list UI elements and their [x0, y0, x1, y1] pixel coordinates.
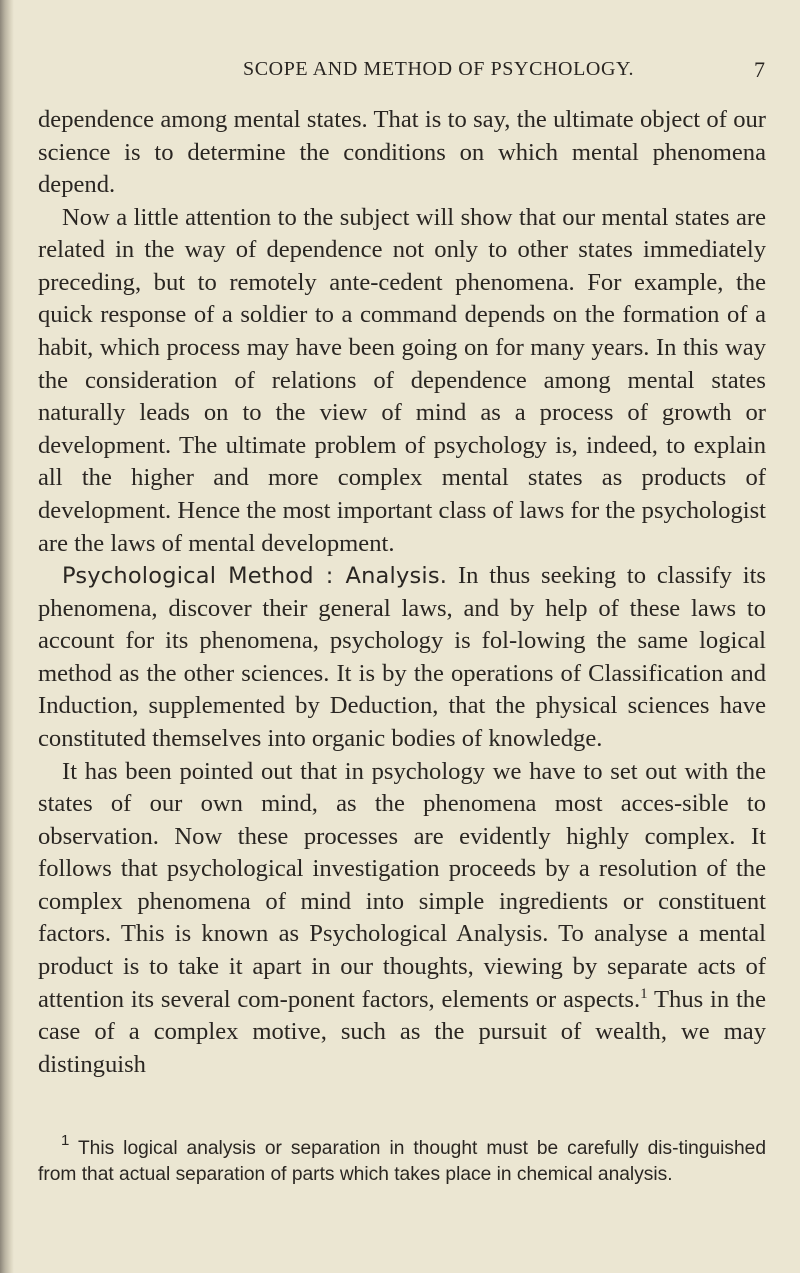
- paragraph-analysis-text: It has been pointed out that in psychology we have to set out with the states of our own mind, as the phenomena most acces-sible to observation. Now these processes are evidently highly complex. It follows that psychological investigation proceeds by a resolution of the complex phenomena of mind into simple ingredients or constituent factors. This is known as Psychological Analysis. To analyse a mental product is to take it apart in our thoughts, viewing by separate acts of attention its several com-ponent factors, elements or aspects.: [38, 757, 766, 1013]
- footnote-marker: 1: [61, 1132, 70, 1149]
- paragraph-mental-development: Now a little attention to the subject will show that our mental states are related in the way of dependence not only to other states immediately preceding, but to remotely ante-cedent phenomena. For example, the quick response of a soldier to a command depends on the formation of a habit, which process may have been going on for many years. In this way the consideration of relations of dependence among mental states naturally leads on to the view of mind as a process of growth or development. The ultimate problem of psychology is, indeed, to explain all the higher and more complex mental states as products of development. Hence the most important class of laws for the psychologist are the laws of mental development.: [38, 203, 766, 557]
- body-text: [38, 104, 766, 1081]
- paragraph-psychological-method: [38, 560, 766, 755]
- footnote: [38, 1132, 766, 1187]
- paragraph-analysis-continuation: Thus in the case of a complex motive, such as the pursuit of wealth, we may distinguish: [38, 985, 766, 1078]
- running-head: [0, 58, 800, 88]
- binding-edge: [0, 0, 14, 1273]
- footnote-reference: 1: [640, 985, 648, 1002]
- running-head-title: SCOPE AND METHOD OF PSYCHOLOGY.: [243, 58, 635, 80]
- footnote-text-block: [38, 1132, 766, 1187]
- paragraph-psychological-analysis: [38, 756, 766, 1082]
- paragraph-method-text: In thus seeking to classify its phenomena, discover their general laws, and by help of these laws to account for its phenomena, psychology is fol-lowing the same logical method as the other sciences. It is by the operations of Classification and Induction, supplemented by Deduction, that the physical sciences have constituted themselves into organic bodies of knowledge.: [38, 562, 767, 752]
- page-number: 7: [754, 57, 765, 82]
- section-heading-analysis: Psychological Method : Analysis.: [62, 563, 448, 590]
- paragraph-continuation: dependence among mental states. That is to say, the ultimate object of our science is to determine the conditions on which mental phenomena depend.: [38, 106, 766, 199]
- footnote-text: This logical analysis or separation in thought must be carefully dis-tinguished from that actual separation of parts which takes place in chemical analysis.: [38, 1138, 766, 1185]
